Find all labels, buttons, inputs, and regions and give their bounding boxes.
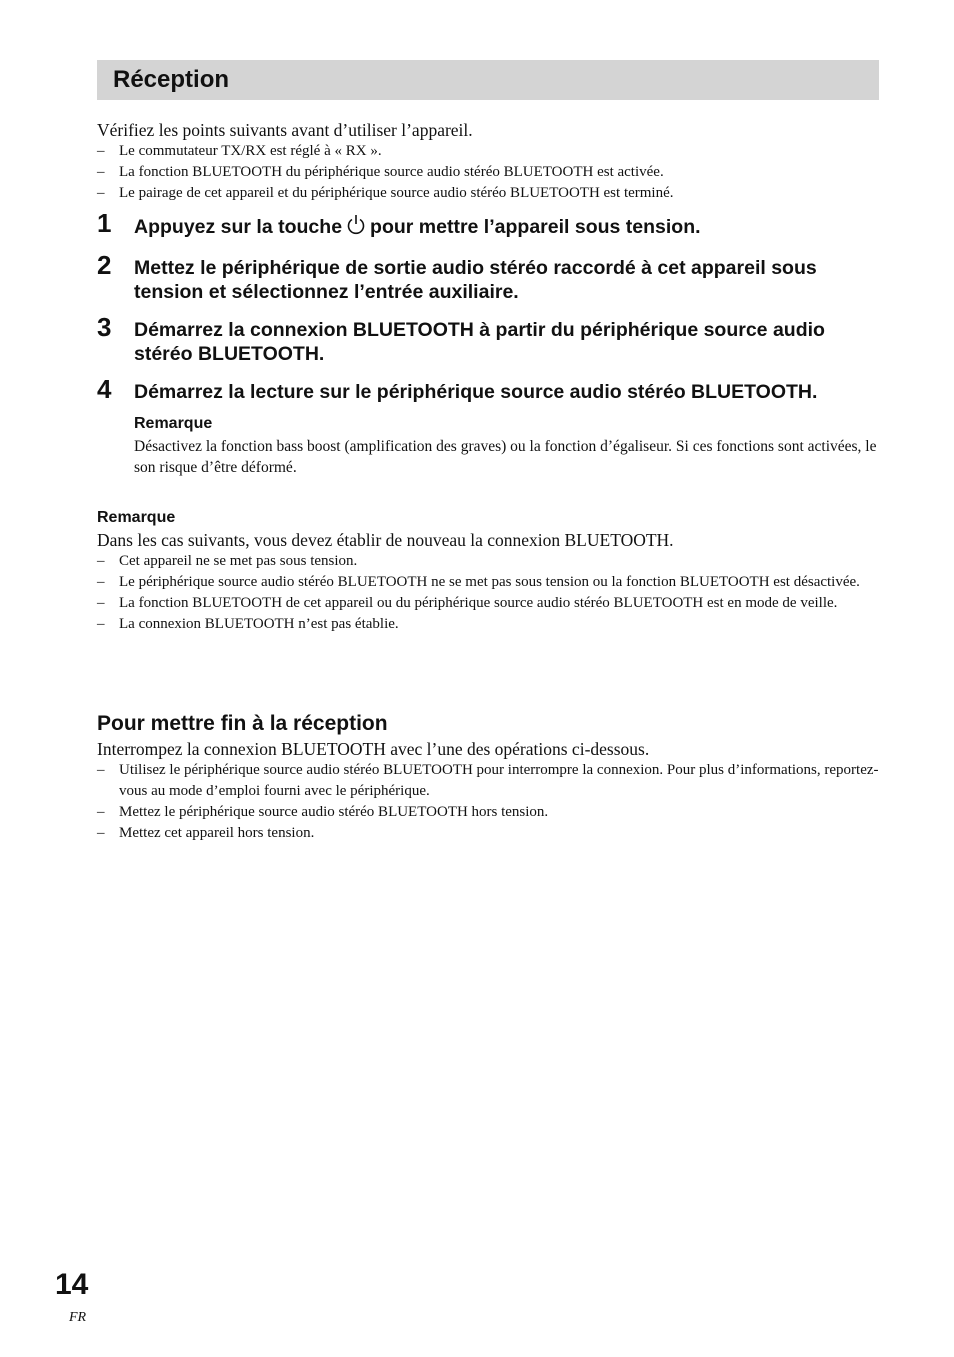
dash-marker: –: [97, 616, 105, 632]
step-2: [97, 250, 879, 304]
step-1: [97, 208, 879, 242]
subsection-lead: Interrompez la connexion BLUETOOTH avec l’une des opérations ci-dessous.: [97, 739, 650, 759]
note-heading: Remarque: [134, 415, 213, 432]
page-number: 14: [55, 1268, 89, 1301]
step-number: 1: [97, 208, 112, 238]
dash-marker: –: [97, 164, 105, 180]
list-item: – La connexion BLUETOOTH n’est pas établie.: [97, 614, 879, 635]
list-item: – Cet appareil ne se met pas sous tension.: [97, 551, 879, 572]
step-note: [134, 414, 879, 478]
dash-marker: –: [97, 762, 105, 778]
dash-marker: –: [97, 804, 105, 820]
language-code: FR: [69, 1310, 87, 1325]
step-text: Démarrez la lecture sur le périphérique source audio stéréo BLUETOOTH.: [134, 381, 818, 403]
remark-list: [97, 551, 879, 635]
end-reception-section: [97, 710, 879, 844]
section-title: Réception: [113, 66, 230, 93]
section-header-bar: [97, 60, 879, 100]
list-item: – La fonction BLUETOOTH de cet appareil ou du périphérique source audio stéréo BLUETOOTH est en mode de veille.: [97, 593, 879, 614]
step-3: [97, 312, 879, 366]
subsection-title: Pour mettre fin à la réception: [97, 712, 388, 735]
list-item: – Utilisez le périphérique source audio stéréo BLUETOOTH pour interrompre la connexion. Pour plus d’informations, reportez-vous au mode d’emploi fourni avec le périphérique.: [97, 762, 879, 799]
step-text: Démarrez la connexion BLUETOOTH à partir du périphérique source audio stéréo BLUETOOTH.: [134, 319, 825, 365]
dash-marker: –: [97, 185, 105, 201]
list-item: – Le pairage de cet appareil et du périphérique source audio stéréo BLUETOOTH est terminé.: [97, 183, 879, 204]
list-item: – La fonction BLUETOOTH du périphérique source audio stéréo BLUETOOTH est activée.: [97, 162, 879, 183]
dash-marker: –: [97, 825, 105, 841]
list-item: – Mettez le périphérique source audio stéréo BLUETOOTH hors tension.: [97, 802, 879, 823]
remark-block: [97, 508, 879, 635]
list-item: – Le commutateur TX/RX est réglé à « RX ».: [97, 141, 879, 162]
dash-marker: –: [97, 595, 105, 611]
intro-list: [97, 141, 879, 204]
dash-marker: –: [97, 143, 105, 159]
power-icon: [346, 214, 366, 242]
step-text: Mettez le périphérique de sortie audio stéréo raccordé à cet appareil sous tension et sélectionnez l’entrée auxiliaire.: [134, 257, 817, 303]
remark-lead: Dans les cas suivants, vous devez établir de nouveau la connexion BLUETOOTH.: [97, 530, 674, 550]
list-item: – Le périphérique source audio stéréo BLUETOOTH ne se met pas sous tension ou la fonction BLUETOOTH est désactivée.: [97, 572, 879, 593]
steps-list: [97, 208, 879, 478]
step-number: 4: [97, 374, 112, 404]
step-text: Appuyez sur la touche pour mettre l’appareil sous tension.: [134, 214, 879, 242]
step-4: [97, 374, 879, 404]
end-list: [97, 760, 879, 844]
dash-marker: –: [97, 553, 105, 569]
step-number: 2: [97, 250, 112, 280]
list-item: – Mettez cet appareil hors tension.: [97, 823, 879, 844]
remark-heading: Remarque: [97, 509, 176, 526]
dash-marker: –: [97, 574, 105, 590]
intro-block: [97, 120, 879, 204]
step-number: 3: [97, 312, 112, 342]
intro-lead: Vérifiez les points suivants avant d’utiliser l’appareil.: [97, 120, 473, 140]
note-body: Désactivez la fonction bass boost (amplification des graves) ou la fonction d’égaliseur. Si ces fonctions sont activées, le son risque d’être déformé.: [134, 438, 877, 476]
